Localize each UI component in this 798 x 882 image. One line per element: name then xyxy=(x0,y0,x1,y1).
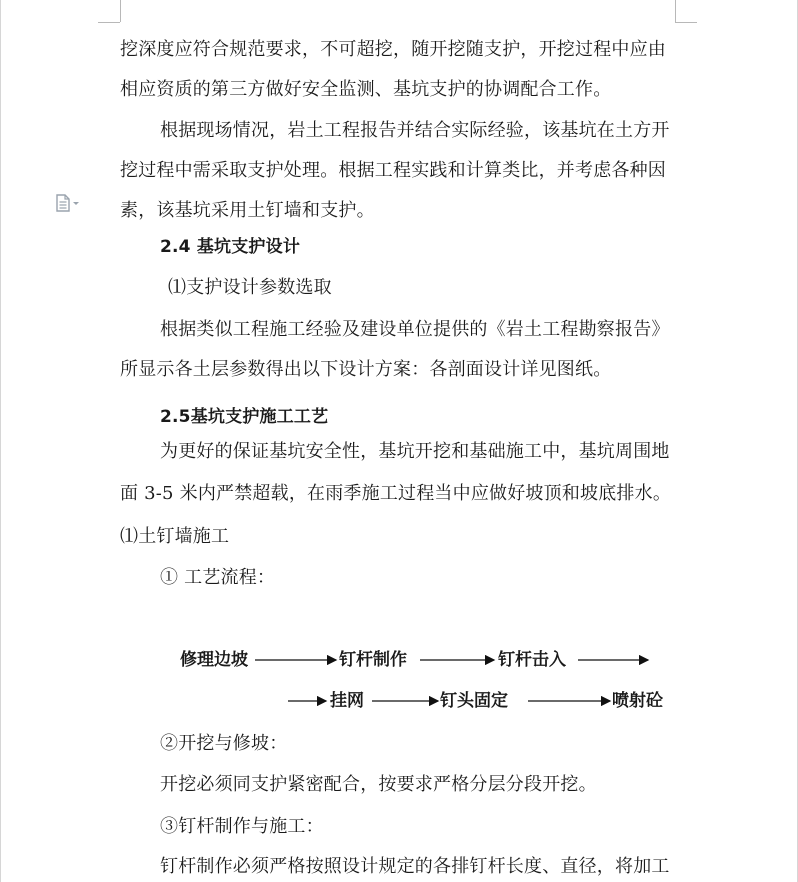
text-line: 挖深度应符合规范要求，不可超挖，随开挖随支护，开挖过程中应由 xyxy=(120,39,666,60)
paragraph-layout-icon[interactable] xyxy=(55,193,81,213)
text-line: 开挖必须同支护紧密配合，按要求严格分层分段开挖。 xyxy=(160,774,597,795)
step-heading: ③钉杆制作与施工： xyxy=(160,816,324,837)
text-line: 钉杆制作必须严格按照设计规定的各排钉杆长度、直径，将加工 xyxy=(160,856,670,877)
flow-node-trim-slope: 修理边坡 xyxy=(180,650,248,670)
step-heading: ① 工艺流程： xyxy=(160,567,276,588)
text-line: 根据类似工程施工经验及建设单位提供的《岩土工程勘察报告》 xyxy=(160,319,670,340)
section-heading-2-4: 2.4 基坑支护设计 xyxy=(160,237,301,257)
text-line: 相应资质的第三方做好安全监测、基坑支护的协调配合工作。 xyxy=(120,79,612,100)
text-line: 根据现场情况，岩土工程报告并结合实际经验，该基坑在土方开 xyxy=(160,120,670,141)
text-line: 面 3-5 米内严禁超载，在雨季施工过程当中应做好坡顶和坡底排水。 xyxy=(120,483,672,504)
crop-mark-top-right-vertical xyxy=(675,0,676,22)
subheading: ⑴土钉墙施工 xyxy=(120,526,230,547)
flow-node-shotcrete: 喷射砼 xyxy=(612,691,663,711)
text-line: 所显示各土层参数得出以下设计方案：各剖面设计详见图纸。 xyxy=(120,359,612,380)
flow-node-nail-fabrication: 钉杆制作 xyxy=(339,650,407,670)
flow-node-nail-driving: 钉杆击入 xyxy=(498,650,566,670)
crop-mark-top-left-vertical xyxy=(120,0,121,22)
crop-mark-top-right-horizontal xyxy=(675,22,697,23)
text-line: 挖过程中需采取支护处理。根据工程实践和计算类比，并考虑各种因 xyxy=(120,160,666,181)
step-heading: ②开挖与修坡： xyxy=(160,733,288,754)
text-line: 为更好的保证基坑安全性，基坑开挖和基础施工中，基坑周围地 xyxy=(160,441,670,462)
crop-mark-top-left-horizontal xyxy=(98,22,120,23)
flow-node-hang-mesh: 挂网 xyxy=(330,691,364,711)
flow-node-nail-head-fixing: 钉头固定 xyxy=(440,691,508,711)
section-heading-2-5: 2.5基坑支护施工工艺 xyxy=(160,407,329,427)
text-line: 素，该基坑采用土钉墙和支护。 xyxy=(120,200,375,221)
subheading: ⑴支护设计参数选取 xyxy=(168,277,332,298)
